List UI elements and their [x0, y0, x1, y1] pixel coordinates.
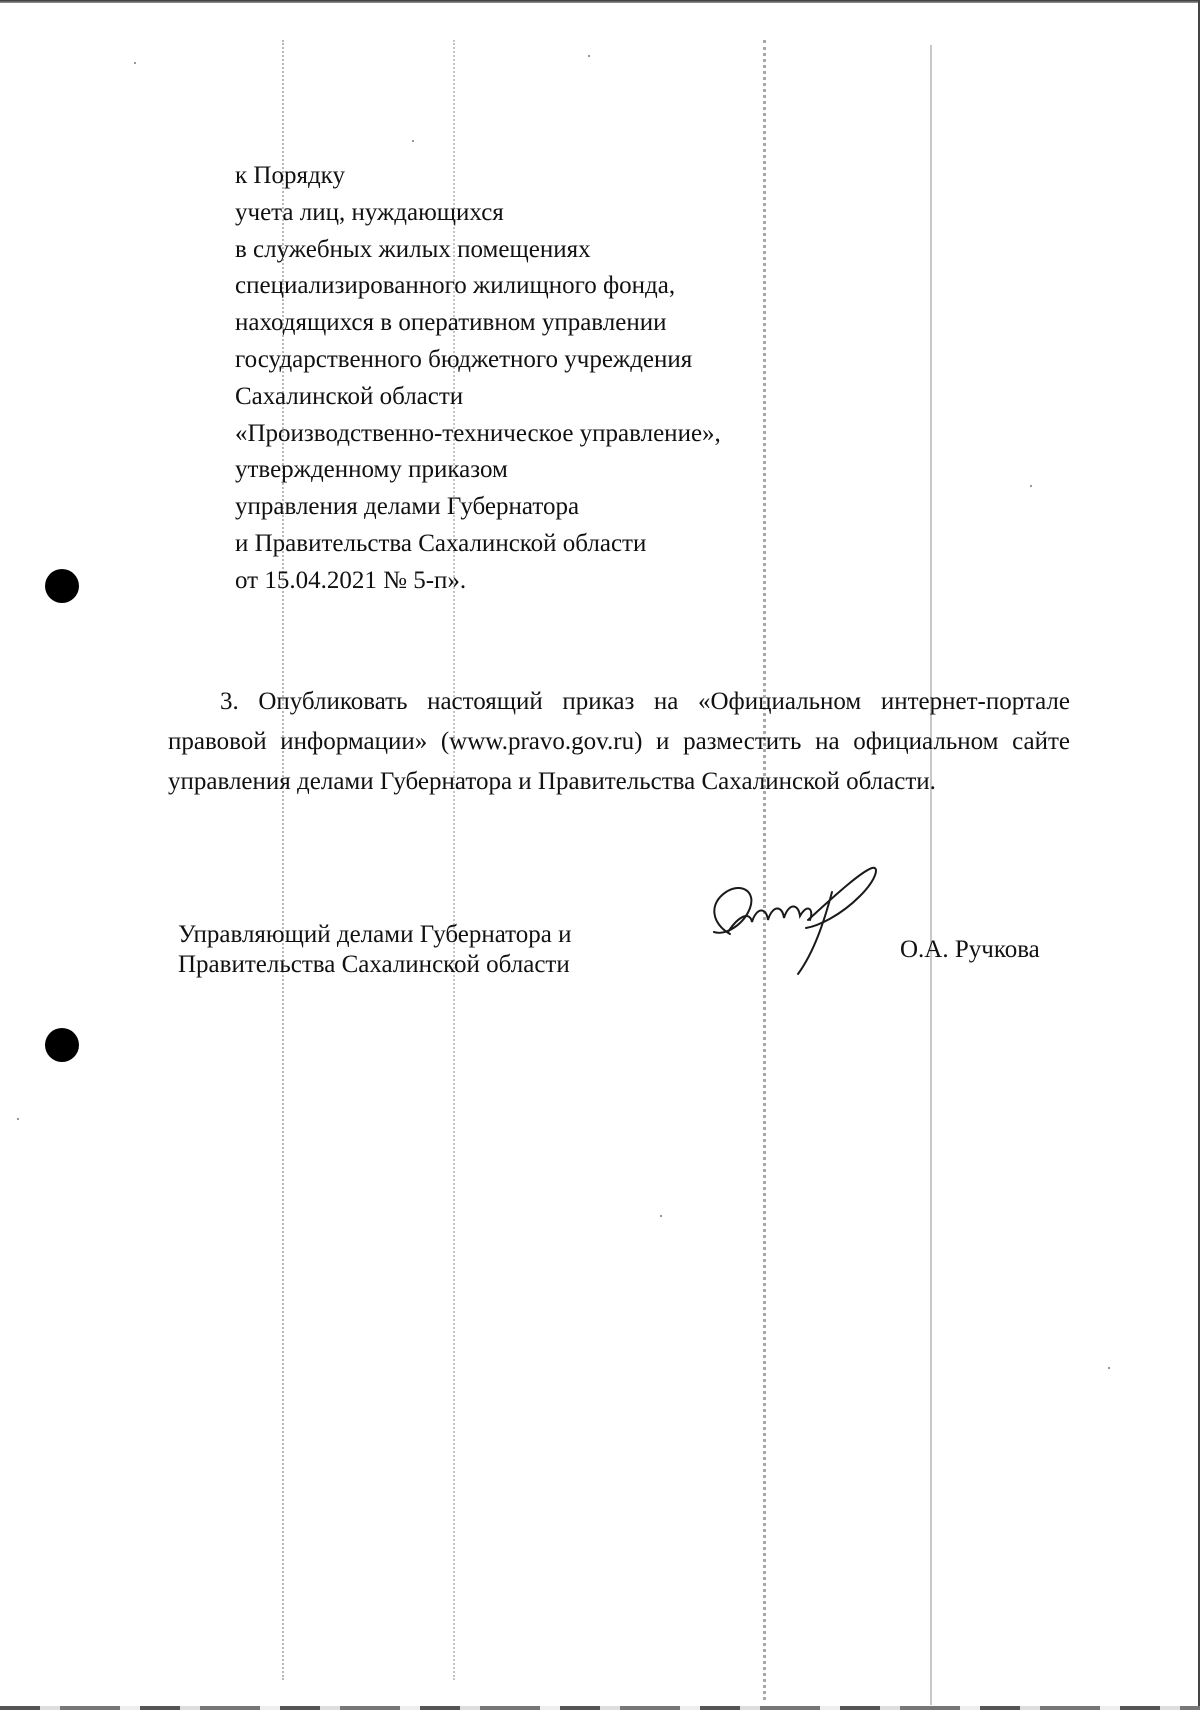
punch-hole — [45, 569, 79, 603]
scan-speck — [1108, 1367, 1110, 1369]
signer-title — [178, 920, 572, 980]
scan-speck — [1030, 485, 1032, 487]
appendix-line: управления делами Губернатора — [235, 493, 580, 521]
appendix-line: специализированного жилищного фонда, — [235, 272, 676, 300]
scan-speck — [660, 1215, 662, 1217]
signer-title-line: Управляющий делами Губернатора и — [178, 921, 572, 948]
handwritten-signature — [700, 862, 890, 982]
scan-fold-line — [930, 45, 932, 1705]
appendix-line: утвержденному приказом — [235, 456, 508, 484]
appendix-reference-block — [235, 158, 795, 600]
scan-speck — [412, 140, 414, 142]
appendix-line: от 15.04.2021 № 5-п». — [235, 566, 467, 594]
signer-title-line: Правительства Сахалинской области — [178, 951, 570, 978]
punch-hole — [45, 1028, 79, 1062]
scan-speck — [134, 62, 136, 64]
appendix-line: учета лиц, нуждающихся — [235, 198, 504, 226]
appendix-line: и Правительства Сахалинской области — [235, 529, 647, 557]
appendix-line: к Порядку — [235, 162, 345, 189]
appendix-line: Сахалинской области — [235, 382, 464, 410]
appendix-line: находящихся в оперативном управлении — [235, 309, 667, 337]
appendix-line: «Производственно-техническое управление», — [235, 419, 721, 447]
appendix-line: в служебных жилых помещениях — [235, 235, 591, 263]
scan-speck — [17, 1118, 19, 1120]
appendix-line: государственного бюджетного учреждения — [235, 345, 693, 373]
scan-bottom-edge — [0, 1706, 1200, 1710]
signer-name: О.А. Ручкова — [900, 936, 1040, 963]
scan-top-edge — [0, 0, 1200, 3]
scan-speck — [588, 55, 590, 57]
clause-3-paragraph: 3. Опубликовать настоящий приказ на «Официальном интернет-портале правовой информации» (www.pravo.gov.ru) и разместить на официальном сайте управления делами Губернатора и Правительства Сахалинской области. — [168, 688, 1070, 795]
